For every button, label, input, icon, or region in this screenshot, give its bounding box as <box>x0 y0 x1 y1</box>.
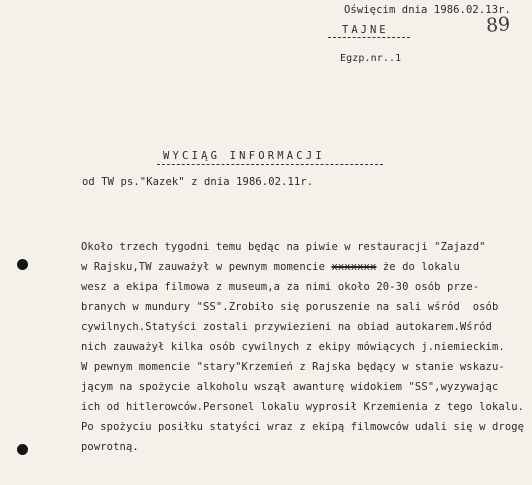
copy-number: 1 <box>395 53 402 64</box>
body-line-9: ich od hitlerowców.Personel lokalu wyprosił Krzemienia z tego lokalu. <box>81 401 525 413</box>
body-line-4: branych w mundury "SS".Zrobiło się poruszenie na sali wśród osób <box>81 301 499 313</box>
body-line-3: wesz a ekipa filmowa z museum,a za nimi około 20-30 osób prze- <box>81 281 480 293</box>
struck-word: xxxxxxx <box>331 261 377 273</box>
classification-underline <box>328 37 410 38</box>
body-line-2-tail: że do lokalu <box>376 261 460 273</box>
body-line-1: Około trzech tygodni temu będąc na piwie w restauracji "Zajazd" <box>81 241 486 253</box>
place-date: Oświęcim dnia 1986.02.13r. <box>344 4 511 16</box>
body-line-7: W pewnym momencie "stary"Krzemień z Rajska będący w stanie wskazu- <box>81 361 505 373</box>
punch-hole-bottom <box>17 444 28 455</box>
body-line-2 <box>81 261 460 273</box>
copy-label: Egzp.nr.. <box>340 53 396 64</box>
body-line-11: powrotną. <box>81 441 139 453</box>
copy-number-line <box>340 53 401 65</box>
body-line-6: nich zauważył kilka osób cywilnych z ekipy mówiących j.niemieckim. <box>81 341 505 353</box>
classification-label: TAJNE <box>342 24 389 36</box>
punch-hole-top <box>17 259 28 270</box>
body-line-2-text: w Rajsku,TW zauważył w pewnym momencie <box>81 261 326 273</box>
document-title: WYCIĄG INFORMACJI <box>163 150 325 162</box>
body-line-8: jącym na spożycie alkoholu wszął awanturę widokiem "SS",wyzywając <box>81 381 499 393</box>
handwritten-number: 89 <box>485 13 511 37</box>
title-underline <box>157 164 383 165</box>
body-line-10: Po spożyciu posiłku statyści wraz z ekipą filmowców udali się w drogę <box>81 421 525 433</box>
body-line-5: cywilnych.Statyści zostali przywiezieni na obiad autokarem.Wśród <box>81 321 492 333</box>
document-subtitle: od TW ps."Kazek" z dnia 1986.02.11r. <box>82 176 314 188</box>
